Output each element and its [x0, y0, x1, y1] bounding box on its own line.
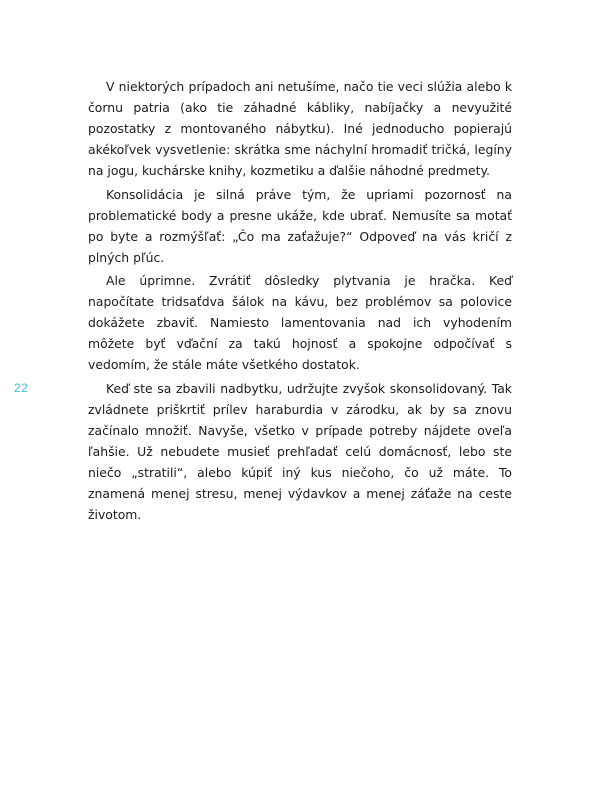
paragraph-1: V niektorých prípadoch ani netušíme, načo tie veci slúžia alebo k čornu patria (ako tie záhadné kábliky, nabíjačky a nevyužité pozostatky z montovaného nábytku). Iné jednoducho popierajú akékoľvek vysvetlenie: skrátka sme náchylní hromadiť tričká, legíny na jogu, kuchárske knihy, kozmetiku a ďalšie náhodné predmety.: [88, 79, 512, 178]
page-number: 22: [14, 381, 29, 395]
paragraph-3: Ale úprimne. Zvrátiť dôsledky plytvania je hračka. Keď napočítate tridsaťdva šálok na kávu, bez problémov sa polovice dokážete zbaviť. Namiesto lamentovania nad ich vyhodením môžete byť vďační za takú hojnosť a spokojne odpočívať s vedomím, že stále máte všetkého dostatok.: [88, 273, 512, 373]
paragraph-2: Konsolidácia je silná práve tým, že upriami pozornosť na problematické body a presne ukáže, kde ubrať. Nemusíte sa motať po byte a rozmýšľať: „Čo ma zaťažuje?“ Odpoveď na vás kričí z plných pľúc.: [88, 186, 512, 265]
body-text: [88, 76, 512, 527]
paragraph-4: Keď ste sa zbavili nadbytku, udržujte zvyšok skonsolidovaný. Tak zvládnete priškrtiť prílev haraburdia v zárodku, ak by sa znovu začínalo množiť. Navyše, všetko v prípade potreby nájdete oveľa ľahšie. Už nebudete musieť prehľadať celú domácnosť, lebo ste niečo „stratili“, alebo kúpiť iný kus niečoho, čo už máte. To znamená menej stresu, menej výdavkov a menej záťaže na ceste životom.: [88, 380, 512, 522]
